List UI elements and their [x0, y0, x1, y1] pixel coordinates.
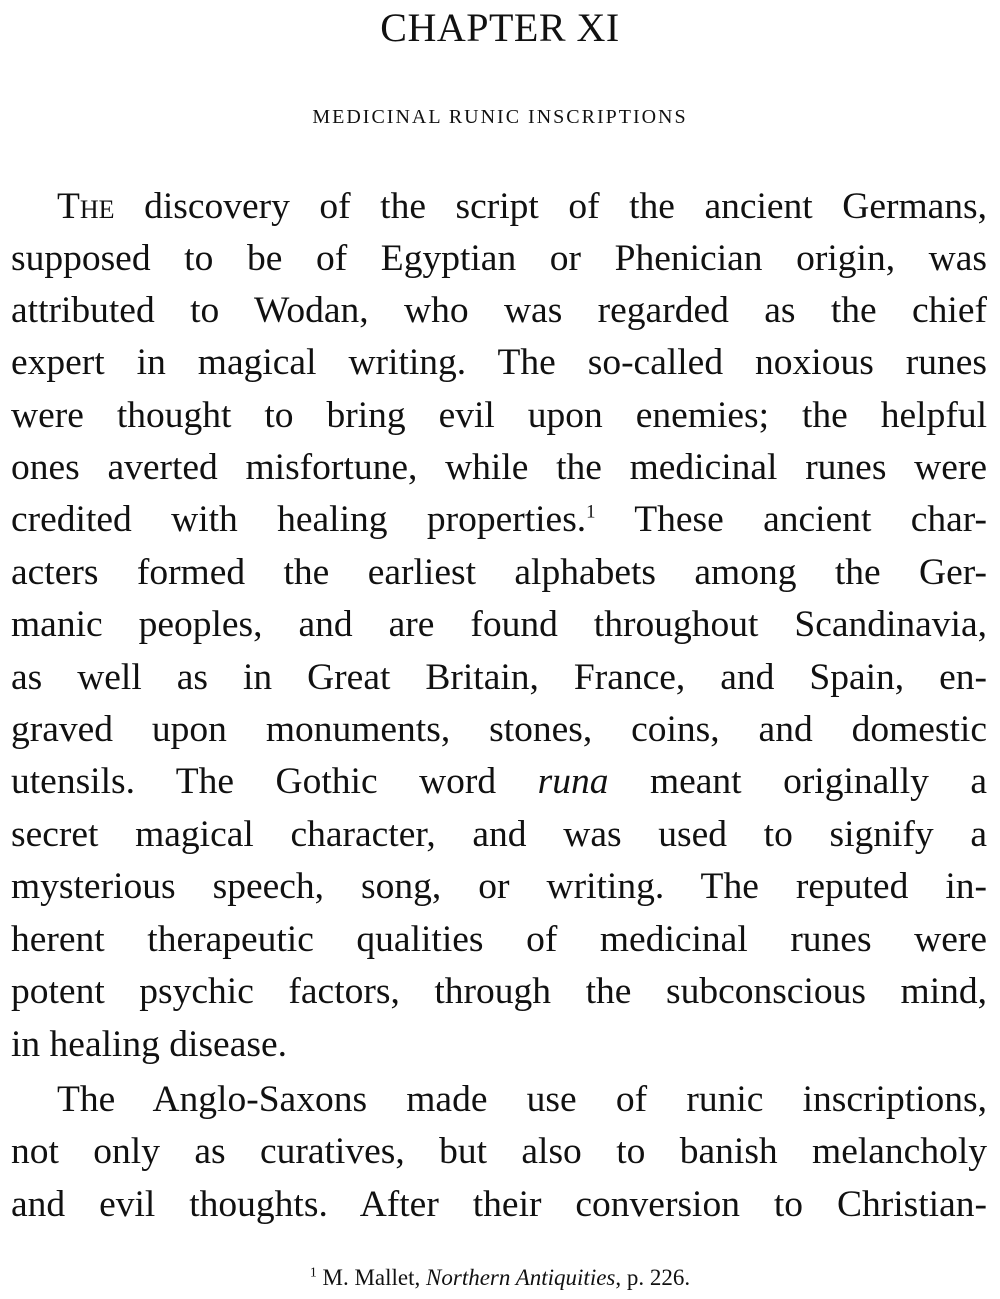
chapter-title: MEDICINAL RUNIC INSCRIPTIONS: [312, 106, 688, 128]
text-line: expert in magical writing. The so-called noxious runes: [11, 342, 987, 383]
text-line: utensils. The Gothic word runa meant originally a: [11, 761, 988, 802]
text-line: and evil thoughts. After their conversion to Christian-: [11, 1184, 987, 1225]
text-line: herent therapeutic qualities of medicinal runes were: [11, 919, 987, 960]
text-line: were thought to bring evil upon enemies; the helpful: [11, 395, 987, 436]
text-line: potent psychic factors, through the subconscious mind,: [11, 971, 987, 1012]
text-line: supposed to be of Egyptian or Phenician origin, was: [11, 238, 987, 279]
footnote: $^1$ M. Mallet, Northern Antiquities, p. 226.: [309, 1264, 691, 1290]
text-line: ones averted misfortune, while the medicinal runes were: [11, 447, 987, 488]
footnote-reference[interactable]: 1: [586, 501, 596, 523]
text-line: mysterious speech, song, or writing. The reputed in-: [11, 866, 987, 907]
chapter-heading: CHAPTER XI: [380, 5, 620, 50]
text-line: not only as curatives, but also to banish melancholy: [11, 1131, 987, 1172]
text-line: acters formed the earliest alphabets among the Ger-: [11, 552, 987, 593]
text-line: attributed to Wodan, who was regarded as the chief: [11, 290, 987, 331]
text-line: The Anglo-Saxons made use of runic inscriptions,: [57, 1079, 987, 1120]
footnote-marker: 1: [309, 1264, 317, 1280]
footnote-book-title: Northern Antiquities: [426, 1265, 616, 1290]
text-line: The discovery of the script of the ancient Germans,: [57, 186, 987, 227]
drop-word: The: [57, 186, 115, 227]
text-line: graved upon monuments, stones, coins, and domestic: [11, 709, 987, 750]
text-line: secret magical character, and was used to signify a: [11, 814, 987, 855]
italic-word: runa: [537, 761, 609, 802]
text-line: as well as in Great Britain, France, and Spain, en-: [11, 657, 987, 698]
text-line: credited with healing properties.$^1$ These ancient char-: [11, 499, 987, 540]
text-line: manic peoples, and are found throughout Scandinavia,: [11, 604, 987, 645]
text-line: in healing disease.: [11, 1024, 287, 1065]
